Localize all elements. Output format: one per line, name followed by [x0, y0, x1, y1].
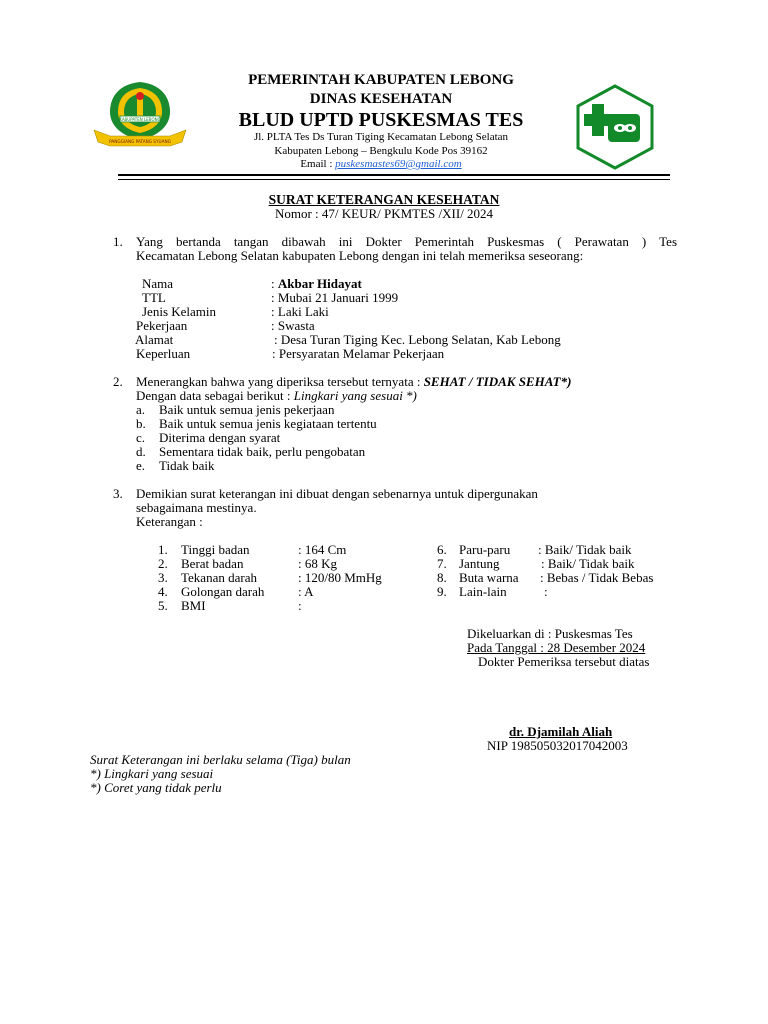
identity-sep: :	[272, 346, 276, 361]
exam-4-label: Golongan darah	[181, 584, 265, 599]
option-e-text: Tidak baik	[159, 458, 215, 473]
identity-value-ttl: Mubai 21 Januari 1999	[277, 290, 399, 305]
footer-note-strike: *) Coret yang tidak perlu	[90, 780, 222, 795]
item2-sub-note: Lingkari yang sesuai *)	[293, 388, 417, 403]
exam-7-value: : Baik/ Tidak baik	[541, 556, 635, 571]
footer-note-validity: Surat Keterangan ini berlaku selama (Tiga) bulan	[90, 752, 351, 767]
header-government: PEMERINTAH KABUPATEN LEBONG	[248, 72, 514, 88]
puskesmas-logo	[572, 84, 658, 170]
issued-date: Pada Tanggal : 28 Desember 2024	[467, 640, 646, 655]
exam-5-label: BMI	[181, 598, 206, 613]
item2-marker: 2.	[113, 374, 123, 389]
header-title: BLUD UPTD PUSKESMAS TES	[238, 109, 524, 131]
item2-status: SEHAT / TIDAK SEHAT*)	[423, 374, 572, 389]
signature-name: dr. Djamilah Aliah	[509, 724, 613, 739]
exam-3-marker: 3.	[158, 570, 168, 585]
issued-doctor-caption: Dokter Pemeriksa tersebut diatas	[478, 654, 650, 669]
identity-label-purpose: Keperluan	[136, 346, 191, 361]
header-department: DINAS KESEHATAN	[309, 91, 453, 107]
identity-value-gender: Laki Laki	[277, 304, 329, 319]
email-label: Email :	[300, 158, 333, 170]
item1-marker: 1.	[113, 234, 123, 249]
exam-7-label: Jantung	[459, 556, 500, 571]
exam-7-marker: 7.	[437, 556, 447, 571]
exam-2-value: : 68 Kg	[298, 556, 337, 571]
item3-marker: 3.	[113, 486, 123, 501]
exam-5-marker: 5.	[158, 598, 168, 613]
item1-text-line2: Kecamatan Lebong Selatan kabupaten Lebong dengan ini telah memeriksa seseorang:	[136, 248, 584, 263]
identity-sep: :	[271, 290, 275, 305]
exam-8-marker: 8.	[437, 570, 447, 585]
email-link[interactable]: puskesmastes69@gmail.com	[335, 158, 462, 170]
exam-2-label: Berat badan	[181, 556, 244, 571]
exam-9-marker: 9.	[437, 584, 447, 599]
identity-sep: :	[274, 332, 278, 347]
exam-1-value: : 164 Cm	[298, 542, 347, 557]
signature-nip: NIP 198505032017042003	[487, 738, 628, 753]
identity-value-job: Swasta	[277, 318, 315, 333]
exam-8-label: Buta warna	[459, 570, 519, 585]
exam-9-value: :	[544, 584, 548, 599]
header-rule-thin	[118, 179, 670, 180]
issued-place: Dikeluarkan di : Puskesmas Tes	[467, 626, 633, 641]
header-address-line2: Kabupaten Lebong – Bengkulu Kode Pos 39162	[274, 145, 488, 157]
item3-keterangan: Keterangan :	[136, 514, 203, 529]
item2-text: Menerangkan bahwa yang diperiksa tersebut ternyata :	[136, 374, 421, 389]
letter-number: Nomor : 47/ KEUR/ PKMTES /XII/ 2024	[274, 206, 494, 221]
logo-band-text: KABUPATEN LEBONG	[119, 117, 161, 122]
exam-6-marker: 6.	[437, 542, 447, 557]
item3-text-line2: sebagaimana mestinya.	[136, 500, 257, 515]
option-e-marker: e.	[136, 458, 146, 473]
letter-title: SURAT KETERANGAN KESEHATAN	[268, 192, 500, 207]
identity-label-name: Nama	[142, 276, 174, 291]
identity-sep: :	[271, 318, 275, 333]
option-d-text: Sementara tidak baik, perlu pengobatan	[159, 444, 366, 459]
identity-label-job: Pekerjaan	[136, 318, 188, 333]
kabupaten-lebong-logo	[90, 78, 190, 153]
identity-value-purpose: Persyaratan Melamar Pekerjaan	[278, 346, 445, 361]
exam-9-label: Lain-lain	[459, 584, 507, 599]
exam-4-marker: 4.	[158, 584, 168, 599]
identity-value-address: Desa Turan Tiging Kec. Lebong Selatan, Kab Lebong	[280, 332, 561, 347]
exam-6-value: : Baik/ Tidak baik	[538, 542, 632, 557]
option-d-marker: d.	[136, 444, 146, 459]
exam-3-value: : 120/80 MmHg	[298, 570, 382, 585]
option-c-text: Diterima dengan syarat	[159, 430, 281, 445]
identity-sep: :	[271, 304, 275, 319]
item3-text-line1: Demikian surat keterangan ini dibuat dengan sebenarnya untuk dipergunakan	[136, 486, 538, 501]
footer-note-circle: *) Lingkari yang sesuai	[90, 766, 214, 781]
header-rule-thick	[118, 174, 670, 176]
identity-label-address: Alamat	[135, 332, 174, 347]
exam-8-value: : Bebas / Tidak Bebas	[540, 570, 654, 585]
logo-ribbon-text: PANGGIANG PATANG SYUANG	[109, 139, 171, 144]
exam-4-value: : A	[298, 584, 314, 599]
option-a-text: Baik untuk semua jenis pekerjaan	[159, 402, 335, 417]
identity-value-name: Akbar Hidayat	[277, 276, 362, 291]
option-c-marker: c.	[136, 430, 146, 445]
identity-sep: :	[271, 276, 275, 291]
exam-3-label: Tekanan darah	[181, 570, 257, 585]
exam-1-marker: 1.	[158, 542, 168, 557]
option-b-text: Baik untuk semua jenis kegiataan tertentu	[159, 416, 377, 431]
exam-6-label: Paru-paru	[459, 542, 511, 557]
identity-label-gender: Jenis Kelamin	[142, 304, 217, 319]
item1-text-line1: Yang bertanda tangan dibawah ini Dokter Pemerintah Puskesmas ( Perawatan ) Tes	[136, 234, 677, 249]
identity-label-ttl: TTL	[142, 290, 166, 305]
item2-sub-text: Dengan data sebagai berikut :	[136, 388, 291, 403]
option-b-marker: b.	[136, 416, 146, 431]
exam-5-value: :	[298, 598, 302, 613]
exam-2-marker: 2.	[158, 556, 168, 571]
option-a-marker: a.	[136, 402, 146, 417]
header-address-line1: Jl. PLTA Tes Ds Turan Tiging Kecamatan Lebong Selatan	[253, 131, 509, 143]
header-email-row	[218, 158, 544, 170]
identity-row-purpose	[272, 346, 444, 362]
exam-1-label: Tinggi badan	[181, 542, 250, 557]
